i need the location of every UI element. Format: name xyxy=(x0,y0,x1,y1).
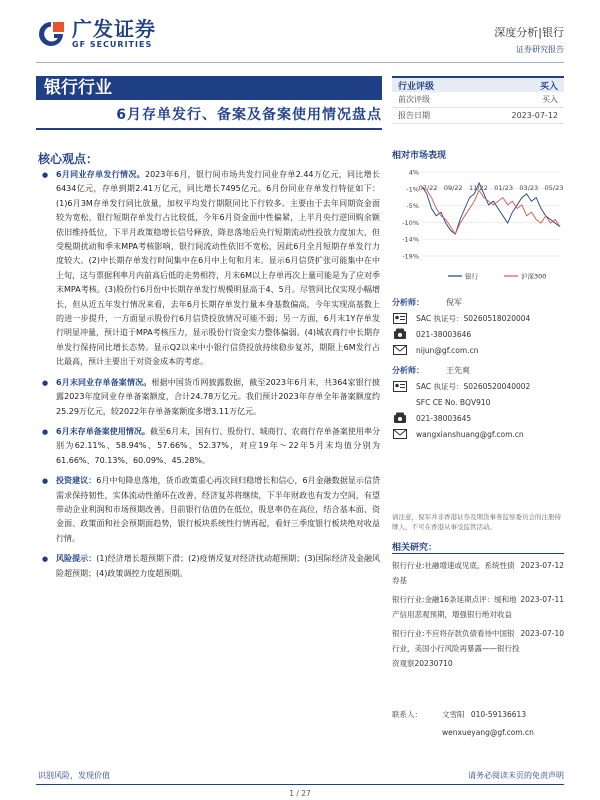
related-research-title: 相关研究： xyxy=(392,540,564,554)
analyst-sfc xyxy=(392,394,564,410)
legend-label: 沪深300 xyxy=(521,272,547,281)
analyst-phone xyxy=(392,410,564,426)
gf-logo-icon xyxy=(36,19,66,49)
rating-label: 行业评级 xyxy=(398,81,435,92)
header-divider xyxy=(36,62,564,63)
paragraph-risk xyxy=(38,552,380,581)
report-subtype: 证券研究报告 xyxy=(516,45,564,54)
title-divider xyxy=(36,128,382,130)
analyst-label: 分析师： xyxy=(392,365,424,375)
paragraph-investment xyxy=(38,474,380,546)
legend-label: 银行 xyxy=(465,272,478,281)
related-item-title[interactable]: 银行行业:不应将存款负债看待中国银行业，美国小行风险再暴露——银行投资观察20230710 xyxy=(392,629,520,668)
core-views-body xyxy=(38,168,380,587)
analyst-sac-number: SAC 执证号：S0260518020004 xyxy=(416,313,531,323)
related-item-title[interactable]: 银行行业:金融16条延期点评：缓和地产信用悲观预期，增强银行绝对收益 xyxy=(392,595,517,619)
paragraph-issuance xyxy=(38,168,380,370)
mail-icon xyxy=(392,427,408,441)
y-tick-label: 4% xyxy=(408,168,419,177)
y-tick-label: -10% xyxy=(402,218,419,227)
analyst-phone-number: 021-38003645 xyxy=(416,413,472,423)
rating-row-label: 报告日期 xyxy=(398,111,430,120)
industry-banner: 银行行业 xyxy=(36,76,382,100)
report-title: 6月存单发行、备案及备案使用情况盘点 xyxy=(116,107,382,123)
x-tick-label: 01/23 xyxy=(494,184,513,192)
analyst-phone-number: 021-38003646 xyxy=(416,329,472,339)
analyst-section xyxy=(392,294,564,442)
x-tick-label: 11/22 xyxy=(469,184,488,192)
hk-disclaimer: 请注意，倪军并非香港证券及期货事务监察委员会的注册持牌人，不可在香港从事受监管活动。 xyxy=(392,513,561,531)
paragraph-lead: 风险提示： xyxy=(56,554,97,564)
paragraph-lead: 投资建议： xyxy=(56,476,97,486)
related-item-title[interactable]: 银行行业:社融增速或见底，系统性债券基 xyxy=(392,561,515,585)
brand-logo xyxy=(36,18,156,49)
analyst-email-address[interactable]: wangxianshuang@gf.com.cn xyxy=(416,429,524,439)
brand-name-cn: 广发证券 xyxy=(72,17,156,41)
rating-row-value: 2023-07-12 xyxy=(511,111,558,120)
paragraph-lead: 6月同业存单发行情况。 xyxy=(56,170,145,179)
paragraph-lead: 6月末同业存单备案情况。 xyxy=(56,377,152,387)
analyst-label: 分析师： xyxy=(392,297,424,307)
series-line xyxy=(422,183,560,234)
related-item-date: 2023-07-11 xyxy=(520,595,564,604)
x-tick-label: 05/23 xyxy=(544,184,564,192)
footer-disclaimer-note[interactable]: 请务必阅读末页的免责声明 xyxy=(468,771,564,780)
analyst-email[interactable] xyxy=(392,426,564,442)
brand-name-en: GF SECURITIES xyxy=(72,40,153,49)
contact-line xyxy=(392,706,564,724)
phone-icon xyxy=(392,327,408,341)
relative-performance-chart xyxy=(392,164,564,288)
series-line xyxy=(422,187,560,235)
rating-row-label: 前次评级 xyxy=(398,95,430,104)
analyst-phone xyxy=(392,326,564,342)
id-card-icon xyxy=(392,311,408,325)
paragraph-text: (1)经济增长超预期下滑；(2)疫情反复对经济扰动超预期；(3)国际经济及金融风险超预期；(4)政策调控力度超预期。 xyxy=(56,554,380,578)
relative-performance-title: 相对市场表现 xyxy=(392,151,447,161)
analyst-sac-number: SAC 执证号：S0260520040002 xyxy=(416,381,531,391)
related-item-date: 2023-07-12 xyxy=(520,561,564,570)
analyst-header xyxy=(392,294,564,310)
paragraph-usage xyxy=(38,425,380,468)
contact-phone: 010-59136613 xyxy=(470,710,527,719)
analyst-1 xyxy=(392,294,564,358)
y-tick-label: -5% xyxy=(406,202,419,211)
contact-label: 联系人： xyxy=(392,710,422,719)
rating-row xyxy=(392,92,564,108)
phone-icon xyxy=(392,411,408,425)
y-tick-label: -19% xyxy=(402,252,419,261)
y-tick-label: -14% xyxy=(402,235,419,244)
paragraph-text: 2023年6月，银行间市场共发行同业存单2.44万亿元，同比增长6434亿元，存单到期2.41万亿元，同比增长7495亿元。6月份同业存单发行特征如下：(1)6月3M存单发行同比放量，加权平均发行期限同比下行较多。主要由于去年同期资金面较为宽松，银行短期存单发行占比较低，今年6月资金面中性偏紧，上半月央行逆回购余额依旧维持低位，下半月政策稳增长信号释放，降息落地后央行短期流动性投放力度加大，但受税期扰动和季末MPA考核影响，银行间流动性依旧不宽松，因此6月全月短期存单发行力度较大。(2)中长期存单发行时间集中在6月中上旬和月末。显示6月信贷扩张可能集中在中上旬，这与票据利率月内前高后低的走势相符，月末6M以上存单再次上量可能是为了应对季末MPA考核。(3)股份行6月份中长期存单发行规模明显高于4、5月。尽管同比仅实现小幅增长，但从近五年发行情况来看，去年6月长期存单发行量本身基数偏高，今年实现高基数上的进一步提升，一方面显示股份行6月信贷投放情况可能不弱；另一方面，6月末1Y存单发行明显冲量，预计追于MPA考核压力，显示股份行资金实力整体偏弱。(4)城农商行中长期存单发行保持同比增长态势。显示Q2以来中小银行信贷投放持续稳步复苏，期限上6M发行占比最高，预计主要出于对资金成本的考虑。 xyxy=(56,170,381,367)
related-research xyxy=(392,540,564,671)
analyst-header xyxy=(392,362,564,378)
contact-info xyxy=(392,706,564,742)
analyst-name: 倪军 xyxy=(446,297,462,307)
id-card-icon xyxy=(392,379,408,393)
mail-icon xyxy=(392,343,408,357)
rating-value: 买入 xyxy=(539,81,558,92)
paragraph-text: 截至6月末，国有行、股份行、城商行、农商行存单备案使用率分别为62.11%、58.94%、57.66%、52.37%，对应19年～22年5月末均值分别为61.66%、70.13%、60.09%、45.28%。 xyxy=(56,426,380,465)
report-type: 深度分析|银行 xyxy=(494,26,564,39)
analyst-email-address[interactable]: nijun@gf.com.cn xyxy=(416,345,479,355)
rating-box xyxy=(392,76,564,124)
rating-row xyxy=(392,108,564,124)
x-tick-label: 03/23 xyxy=(519,184,539,192)
analyst-sac xyxy=(392,378,564,394)
related-item[interactable] xyxy=(392,626,564,671)
analyst-email[interactable] xyxy=(392,342,564,358)
related-item[interactable] xyxy=(392,592,564,622)
contact-email[interactable]: wenxueyang@gf.com.cn xyxy=(442,728,534,737)
footer-slogan: 识别风险，发现价值 xyxy=(38,771,110,780)
analyst-2 xyxy=(392,362,564,442)
x-tick-label: 09/22 xyxy=(443,184,463,192)
analyst-sfc-number: SFC CE No. BQV910 xyxy=(416,397,491,407)
contact-email-line xyxy=(392,724,564,742)
paragraph-lead: 6月末存单备案使用情况。 xyxy=(56,426,150,436)
x-tick-label: 07/22 xyxy=(418,184,438,192)
rating-header xyxy=(392,76,564,92)
y-tick-label: -1% xyxy=(406,185,419,194)
rating-row-value: 买入 xyxy=(542,95,558,104)
related-item-date: 2023-07-10 xyxy=(520,629,564,638)
analyst-sac xyxy=(392,310,564,326)
paragraph-text: 根据中国货币网披露数据，截至2023年6月末，共364家银行披露2023年度同业存单备案额度，合计24.78万亿元。我们预计2023年存单全年备案额度约25.29万亿元，较2022年存单备案额度多增3.11万亿元。 xyxy=(56,377,380,416)
paragraph-text: 6月中旬降息落地，货币政策重心再次回归稳增长和信心，6月金融数据显示信贷需求保持韧性，实体流动性循环在改善，经济复苏将继续，下半年财政也有发力空间，有望带动企业利润和市场预期改善。目前银行估值仍在低位，股息率仍在高位，结合基本面、资金面、政策面和社会预期面趋势，银行板块系统性行情再起，看好三季度银行板块绝对收益行情。 xyxy=(56,476,380,543)
related-item[interactable] xyxy=(392,558,564,588)
footer-divider xyxy=(36,784,564,785)
paragraph-filing xyxy=(38,376,380,419)
analyst-name: 王先爽 xyxy=(446,365,470,375)
page-number: 1 / 27 xyxy=(289,789,311,798)
core-views-title: 核心观点： xyxy=(38,152,99,166)
contact-name: 文雪阳 xyxy=(442,710,465,719)
